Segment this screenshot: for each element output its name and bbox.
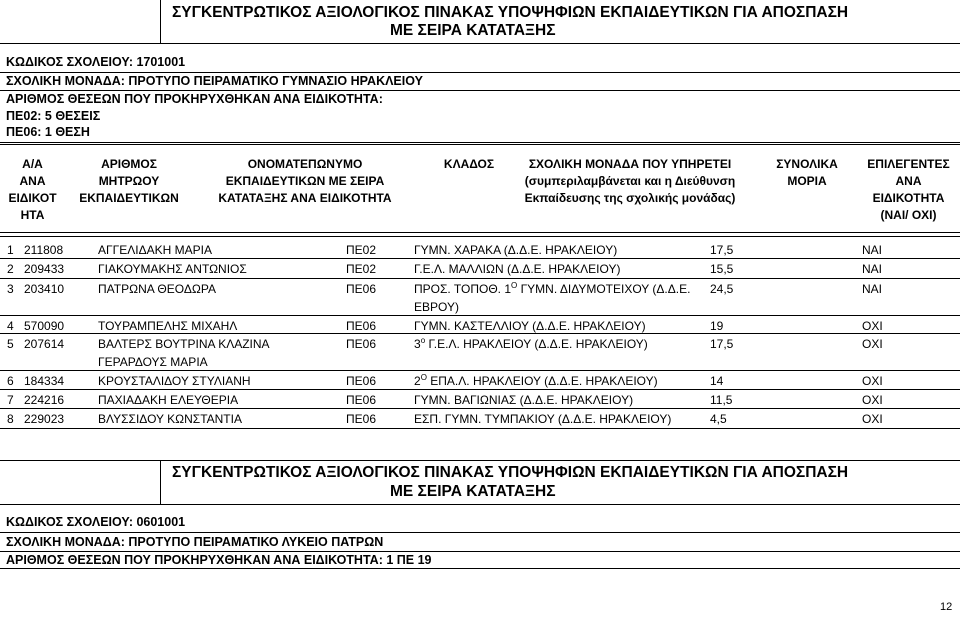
ordinal-superscript: Ο (511, 281, 518, 290)
cell-total: 4,5 (710, 412, 727, 426)
cell-total: 15,5 (710, 262, 734, 276)
cell-total: 19 (710, 319, 724, 333)
cell-branch: ΠΕ06 (346, 319, 377, 333)
cell-index: 7 (7, 393, 14, 407)
cell-registry: 211808 (24, 243, 64, 257)
cell-branch: ΠΕ06 (346, 374, 377, 388)
cell-name (98, 262, 247, 276)
row-divider (0, 370, 960, 371)
section-2-subtitle: ΜΕ ΣΕΙΡΑ ΚΑΤΑΤΑΞΗΣ (390, 483, 556, 500)
cell-school (414, 262, 620, 276)
row-divider (0, 278, 960, 279)
ordinal-superscript: Ο (420, 373, 427, 382)
cell-school (414, 374, 658, 388)
cell-index: 5 (7, 337, 14, 351)
cell-selected: ΝΑΙ (862, 262, 883, 276)
school-line (414, 412, 671, 426)
header-registry: ΑΡΙΘΜΟΣ ΜΗΤΡΩΟΥ ΕΚΠΑΙΔΕΥΤΙΚΩΝ (79, 157, 179, 205)
name-line: ΠΑΤΡΩΝΑ ΘΕΟΔΩΡΑ (98, 282, 216, 296)
section-2-title: ΣΥΓΚΕΝΤΡΩΤΙΚΟΣ ΑΞΙΟΛΟΓΙΚΟΣ ΠΙΝΑΚΑΣ ΥΠΟΨΗΦΙΩΝ ΕΚΠΑΙΔΕΥΤΙΚΩΝ ΓΙΑ ΑΠΟΣΠΑΣΗ (172, 464, 849, 481)
name-line: ΒΛΥΣΣΙΔΟΥ ΚΩΝΣΤΑΝΤΙΑ (98, 412, 242, 426)
cell-name (98, 393, 238, 407)
positions-pe02: ΠΕ02: 5 ΘΕΣΕΙΣ (6, 109, 101, 123)
section-2-school-code: ΚΩΔΙΚΟΣ ΣΧΟΛΕΙΟΥ: 0601001 (6, 515, 186, 529)
cell-name (98, 319, 237, 333)
school-line (414, 262, 620, 276)
cell-selected: ΟΧΙ (862, 374, 883, 388)
school-text: 2 (414, 374, 421, 388)
school-text: ΓΥΜΝ. ΔΙΔΥΜΟΤΕΙΧΟΥ (Δ.Δ.Ε. (517, 282, 691, 296)
school-text: ΠΡΟΣ. ΤΟΠΟΘ. 1 (414, 282, 511, 296)
name-line: ΚΡΟΥΣΤΑΛΙΔΟΥ ΣΤΥΛΙΑΝΗ (98, 374, 251, 388)
header-school: ΣΧΟΛΙΚΗ ΜΟΝΑΔΑ ΠΟΥ ΥΠΗΡΕΤΕΙ (συμπεριλαμβάνεται και η Διεύθυνση Εκπαίδευσης της σχολικής μονάδας) (524, 157, 736, 205)
name-line: ΤΟΥΡΑΜΠΕΛΗΣ ΜΙΧΑΗΛ (98, 319, 238, 333)
cell-name (98, 337, 270, 369)
school-line (414, 337, 648, 351)
cell-registry: 224216 (24, 393, 65, 407)
school-text: Γ.Ε.Λ. ΜΑΛΛΙΩΝ (Δ.Δ.Ε. ΗΡΑΚΛΕΙΟΥ) (414, 262, 621, 276)
name-line: ΓΕΡΑΡΔΟΥΣ ΜΑΡΙΑ (98, 355, 208, 369)
row-divider (0, 428, 960, 429)
cell-index: 6 (7, 374, 14, 388)
section-2-positions: ΑΡΙΘΜΟΣ ΘΕΣΕΩΝ ΠΟΥ ΠΡΟΚΗΡΥΧΘΗΚΑΝ ΑΝΑ ΕΙΔΙΚΟΤΗΤΑ: 1 ΠΕ 19 (6, 553, 432, 567)
cell-branch: ΠΕ06 (346, 412, 377, 426)
cell-index: 1 (7, 243, 14, 257)
section-1-title: ΣΥΓΚΕΝΤΡΩΤΙΚΟΣ ΑΞΙΟΛΟΓΙΚΟΣ ΠΙΝΑΚΑΣ ΥΠΟΨΗΦΙΩΝ ΕΚΠΑΙΔΕΥΤΙΚΩΝ ΓΙΑ ΑΠΟΣΠΑΣΗ (172, 4, 849, 21)
positions-pe06: ΠΕ06: 1 ΘΕΣΗ (6, 125, 90, 139)
cell-selected: ΟΧΙ (862, 337, 883, 351)
cell-branch: ΠΕ06 (346, 282, 377, 296)
cell-registry: 229023 (24, 412, 65, 426)
cell-selected: ΟΧΙ (862, 412, 883, 426)
school-line (414, 300, 690, 314)
name-line: ΑΓΓΕΛΙΔΑΚΗ ΜΑΡΙΑ (98, 243, 212, 257)
cell-name (98, 282, 216, 296)
row-divider (0, 315, 960, 316)
row-divider (0, 258, 960, 259)
cell-registry: 209433 (24, 262, 65, 276)
cell-total: 14 (710, 374, 724, 388)
name-line: ΒΑΛΤΕΡΣ ΒΟΥΤΡΙΝΑ ΚΛΑΖΙΝΑ (98, 337, 270, 351)
cell-branch: ΠΕ02 (346, 243, 377, 257)
section-2-school-unit: ΣΧΟΛΙΚΗ ΜΟΝΑΔΑ: ΠΡΟΤΥΠΟ ΠΕΙΡΑΜΑΤΙΚΟ ΛΥΚΕΙΟ ΠΑΤΡΩΝ (6, 535, 384, 549)
school-line (414, 393, 633, 407)
school-unit: ΣΧΟΛΙΚΗ ΜΟΝΑΔΑ: ΠΡΟΤΥΠΟ ΠΕΙΡΑΜΑΤΙΚΟ ΓΥΜΝΑΣΙΟ ΗΡΑΚΛΕΙΟΥ (6, 74, 423, 88)
cell-total: 24,5 (710, 282, 734, 296)
school-text: 3 (414, 337, 421, 351)
school-line (414, 374, 658, 388)
school-line (414, 319, 646, 333)
positions-title: ΑΡΙΘΜΟΣ ΘΕΣΕΩΝ ΠΟΥ ΠΡΟΚΗΡΥΧΘΗΚΑΝ ΑΝΑ ΕΙΔΙΚΟΤΗΤΑ: (6, 92, 383, 106)
header-total: ΣΥΝΟΛΙΚΑ ΜΟΡΙΑ (776, 157, 838, 188)
section-1-subtitle: ΜΕ ΣΕΙΡΑ ΚΑΤΑΤΑΞΗΣ (390, 22, 556, 39)
name-line: ΓΙΑΚΟΥΜΑΚΗΣ ΑΝΤΩΝΙΟΣ (98, 262, 247, 276)
school-line (414, 282, 690, 296)
cell-school (414, 393, 633, 407)
cell-selected: ΟΧΙ (862, 393, 883, 407)
cell-selected: ΝΑΙ (862, 243, 883, 257)
cell-school (414, 282, 690, 314)
cell-name (98, 243, 212, 257)
school-text: Γ.Ε.Λ. ΗΡΑΚΛΕΙΟΥ (Δ.Δ.Ε. ΗΡΑΚΛΕΙΟΥ) (425, 337, 648, 351)
cell-name (98, 412, 242, 426)
school-text: ΕΠΑ.Λ. ΗΡΑΚΛΕΙΟΥ (Δ.Δ.Ε. ΗΡΑΚΛΕΙΟΥ) (426, 374, 658, 388)
school-code: ΚΩΔΙΚΟΣ ΣΧΟΛΕΙΟΥ: 1701001 (6, 55, 186, 69)
header-selected: ΕΠΙΛΕΓΕΝΤΕΣ ΑΝΑ ΕΙΔΙΚΟΤΗΤΑ (ΝΑΙ/ ΟΧΙ) (867, 157, 950, 222)
cell-index: 3 (7, 282, 14, 296)
school-line (414, 243, 617, 257)
cell-selected: ΟΧΙ (862, 319, 883, 333)
cell-registry: 570090 (24, 319, 65, 333)
header-branch: ΚΛΑΔΟΣ (443, 157, 495, 171)
school-text: ΕΒΡΟΥ) (414, 300, 459, 314)
cell-name (98, 374, 251, 388)
cell-total: 11,5 (710, 393, 733, 407)
cell-index: 4 (7, 319, 14, 333)
cell-index: 2 (7, 262, 14, 276)
cell-registry: 184334 (24, 374, 65, 388)
school-text: ΓΥΜΝ. ΒΑΓΙΩΝΙΑΣ (Δ.Δ.Ε. ΗΡΑΚΛΕΙΟΥ) (414, 393, 634, 407)
cell-registry: 207614 (24, 337, 65, 351)
row-divider (0, 408, 960, 409)
row-divider (0, 333, 960, 334)
cell-school (414, 412, 671, 426)
cell-index: 8 (7, 412, 14, 426)
cell-branch: ΠΕ06 (346, 393, 377, 407)
name-line: ΠΑΧΙΑΔΑΚΗ ΕΛΕΥΘΕΡΙΑ (98, 393, 239, 407)
ordinal-superscript: ο (420, 336, 426, 345)
row-divider (0, 389, 960, 390)
cell-selected: ΝΑΙ (862, 282, 883, 296)
header-index: Α/Α ΑΝΑ ΕΙΔΙΚΟΤ ΗΤΑ (8, 157, 57, 222)
cell-branch: ΠΕ06 (346, 337, 377, 351)
school-text: ΓΥΜΝ. ΚΑΣΤΕΛΛΙΟΥ (Δ.Δ.Ε. ΗΡΑΚΛΕΙΟΥ) (414, 319, 646, 333)
page-number: 12 (940, 601, 953, 613)
header-name: ΟΝΟΜΑΤΕΠΩΝΥΜΟ ΕΚΠΑΙΔΕΥΤΙΚΩΝ ΜΕ ΣΕΙΡΑ ΚΑΤΑΤΑΞΗΣ ΑΝΑ ΕΙΔΙΚΟΤΗΤΑ (218, 157, 392, 205)
school-text: ΕΣΠ. ΓΥΜΝ. ΤΥΜΠΑΚΙΟΥ (Δ.Δ.Ε. ΗΡΑΚΛΕΙΟΥ) (414, 412, 672, 426)
cell-branch: ΠΕ02 (346, 262, 377, 276)
cell-registry: 203410 (24, 282, 65, 296)
cell-total: 17,5 (710, 243, 734, 257)
cell-school (414, 337, 648, 351)
school-text: ΓΥΜΝ. ΧΑΡΑΚΑ (Δ.Δ.Ε. ΗΡΑΚΛΕΙΟΥ) (414, 243, 618, 257)
cell-total: 17,5 (710, 337, 734, 351)
cell-school (414, 243, 617, 257)
cell-school (414, 319, 646, 333)
